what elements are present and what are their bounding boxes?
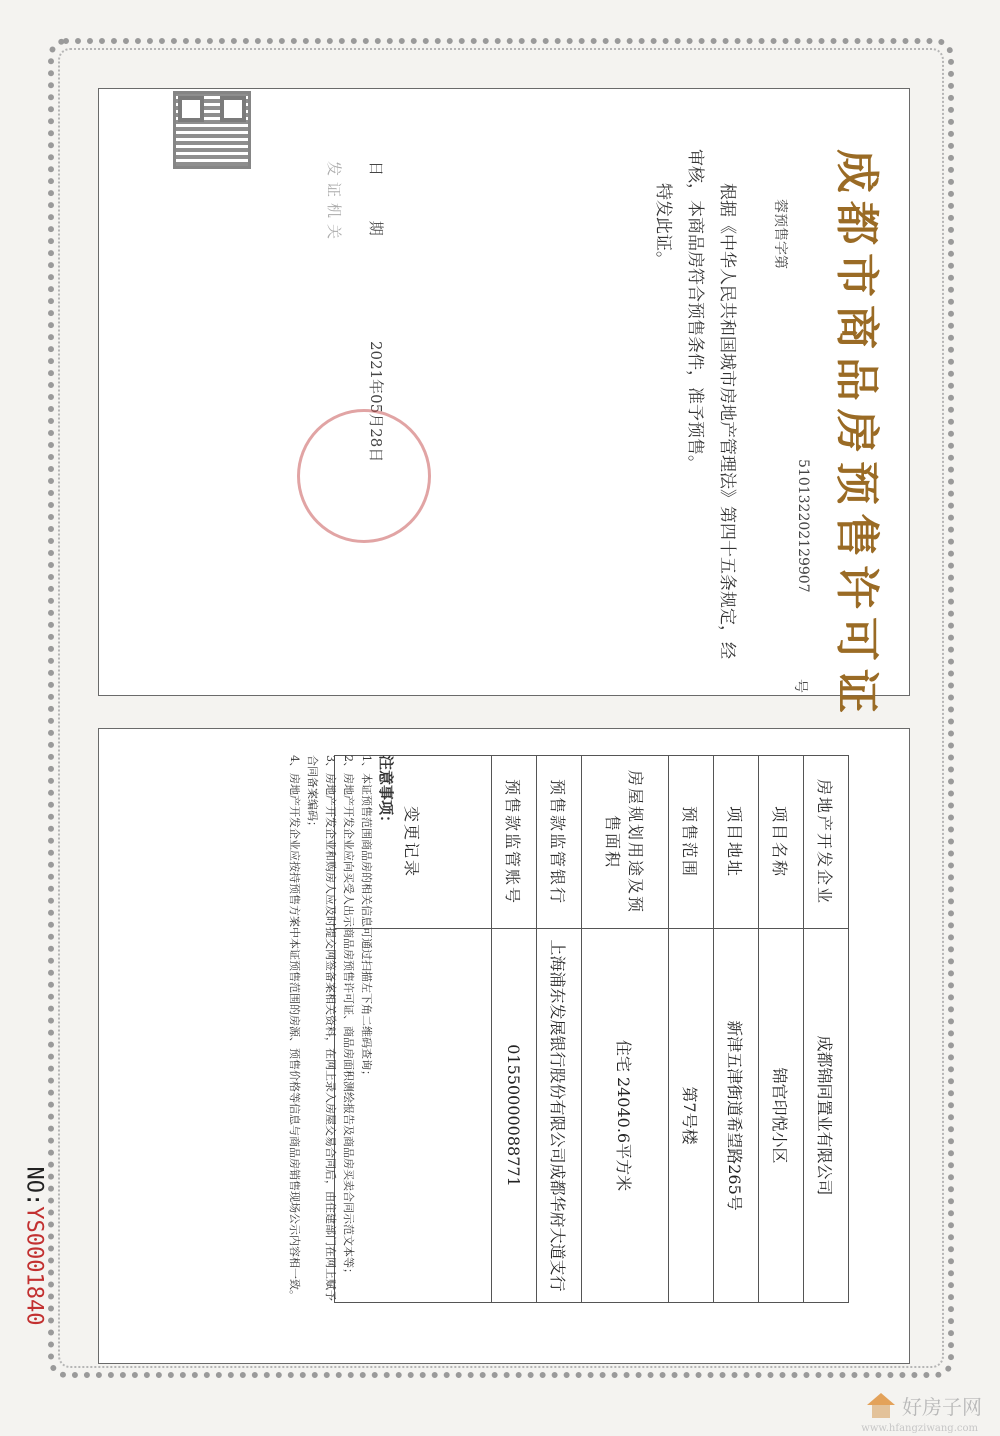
- note-item: 1、本证预售范围商品房的相关信息可通过扫描左下角二维码查询；: [360, 755, 373, 1081]
- notes-title: 注意事项：: [377, 755, 395, 831]
- note-item: 2、房地产开发企业应向买受人出示商品房预售许可证、商品房面积测绘报告及商品房买卖合同示范文本等；: [342, 755, 355, 1279]
- certificate-body: [647, 149, 743, 669]
- table-value: 锦官印悦小区: [759, 929, 804, 1303]
- certificate-panel: [98, 88, 910, 721]
- watermark-text: 好房子网: [902, 1395, 982, 1419]
- permit-number: 510132202129907: [795, 459, 811, 593]
- table-value: 上海浦东发展银行股份有限公司成都华府大道支行: [537, 929, 582, 1303]
- notes-section: [285, 755, 395, 1311]
- table-row: [759, 756, 804, 1303]
- table-label: 项目地址: [714, 756, 759, 929]
- serial-text: [22, 1167, 47, 1367]
- certificate-body-paragraph: 根据《中华人民共和国城市房地产管理法》第四十五条规定，经审核，本商品房符合预售条件，准予预售。: [685, 149, 737, 659]
- note-item: 4、房地产开发企业应按持预售方案中本证预售范围的房源、预售价格等信息与商品房销售现场公示内容相一致。: [288, 755, 301, 1301]
- table-label: 房地产开发企业: [804, 756, 849, 929]
- table-label: 项目名称: [759, 756, 804, 929]
- certificate-title: 成都市商品房预售许可证: [831, 149, 882, 721]
- official-seal: [297, 409, 431, 543]
- table-value: 01550000088771: [492, 929, 537, 1303]
- date-label: 日 期: [367, 161, 385, 256]
- permit-prefix: 蓉预售字第: [772, 199, 788, 269]
- site-watermark: [866, 1391, 982, 1420]
- house-logo-icon: [866, 1393, 896, 1419]
- table-row: [582, 756, 669, 1303]
- issuer-label: 发证机关: [325, 161, 343, 246]
- certificate-body-closing: 特发此证。: [653, 183, 673, 268]
- serial-code: YS0001840: [21, 1206, 47, 1326]
- table-value: 住宅 24040.6平方米: [582, 929, 669, 1303]
- table-label: 预售范围: [669, 756, 714, 929]
- table-row: [537, 756, 582, 1303]
- serial-number: [14, 1166, 54, 1370]
- serial-prefix: NO:: [21, 1166, 47, 1207]
- table-label: 变更记录: [335, 756, 492, 929]
- details-panel: [98, 728, 910, 1364]
- table-label: 预售款监管账号: [492, 756, 537, 929]
- table-value: 第7号楼: [669, 929, 714, 1303]
- permit-suffix: 号: [792, 679, 808, 693]
- details-table: [334, 755, 849, 1303]
- table-label: 预售款监管银行: [537, 756, 582, 929]
- watermark-url: www.hfangziwang.com: [861, 1423, 978, 1434]
- issue-date: 2021年05月28日: [367, 341, 385, 463]
- note-item: 3、房地产开发企业和购房人应及时提交网签备案相关资料，在网上录入房屋交易合同后，由住建部门在网上赋予合同备案编码；: [306, 755, 337, 1301]
- table-row: [669, 756, 714, 1303]
- table-row: [714, 756, 759, 1303]
- table-value: 成都锦同置业有限公司: [804, 929, 849, 1303]
- table-row: [492, 756, 537, 1303]
- table-label: 房屋规划用途及预售面积: [582, 756, 669, 929]
- qr-code-icon: [173, 91, 251, 169]
- table-row: [804, 756, 849, 1303]
- table-value: 新津五津街道希望路265号: [714, 929, 759, 1303]
